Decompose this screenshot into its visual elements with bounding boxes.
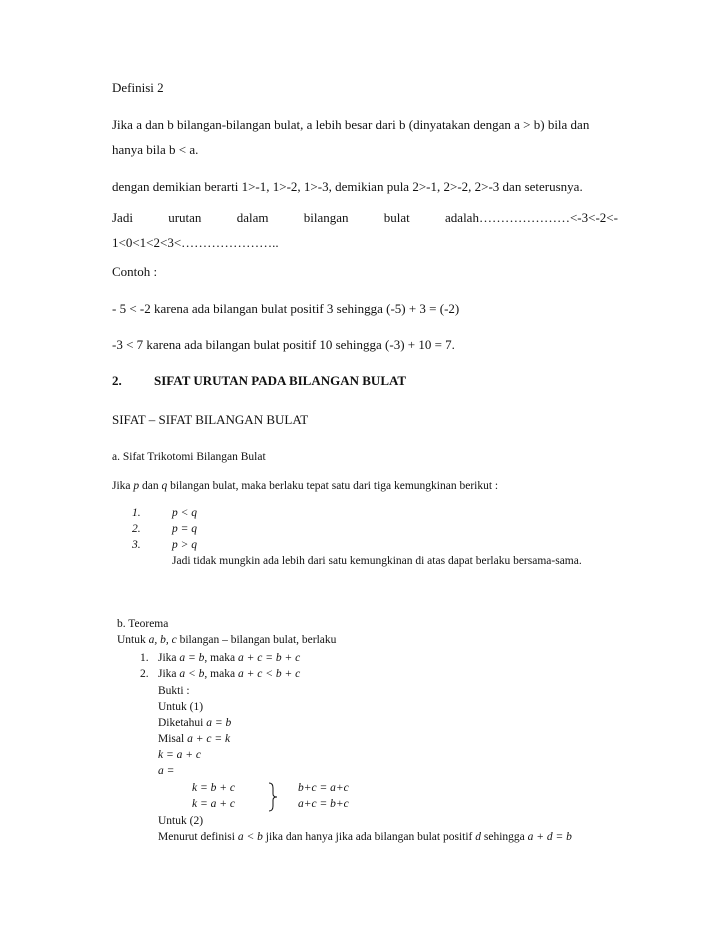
definition-title: Definisi 2 bbox=[112, 80, 164, 95]
example-1: - 5 < -2 karena ada bilangan bulat positif 3 sehingga (-5) + 3 = (-2) bbox=[112, 301, 460, 316]
proof-let bbox=[158, 733, 230, 745]
condition: a < b bbox=[237, 831, 263, 843]
proof-k-expr bbox=[158, 749, 201, 761]
order-word: bulat bbox=[383, 210, 410, 225]
text: jika dan hanya jika ada bilangan bulat positif bbox=[262, 831, 476, 843]
theorem-item-num: 2. bbox=[140, 668, 149, 680]
expression: a = b bbox=[206, 717, 232, 729]
definition-line-1: Jika a dan b bilangan-bilangan bulat, a lebih besar dari b (dinyatakan dengan a > b) bila dan bbox=[112, 117, 590, 132]
proof-title: Bukti : bbox=[158, 685, 190, 697]
var-q: q bbox=[161, 480, 168, 492]
proof-known bbox=[158, 717, 231, 729]
trichotomy-item-num bbox=[132, 539, 141, 551]
example-title: Contoh : bbox=[112, 264, 158, 279]
text: Jika bbox=[158, 668, 180, 680]
item-number: 1. bbox=[132, 507, 141, 519]
proof-left-eq-2 bbox=[192, 798, 235, 810]
theorem-item-1 bbox=[158, 652, 300, 664]
text: , maka bbox=[204, 668, 238, 680]
order-word: urutan bbox=[168, 210, 202, 225]
proof-left-eq-1 bbox=[192, 782, 235, 794]
result: a + c = b + c bbox=[237, 652, 301, 664]
order-word: bilangan bbox=[303, 210, 349, 225]
text: sehingga bbox=[481, 831, 528, 843]
var-d: d bbox=[475, 831, 481, 843]
trichotomy-item-expr bbox=[172, 539, 197, 551]
expression: k = a + c bbox=[192, 798, 235, 810]
item-expression: p = q bbox=[172, 523, 198, 535]
proof-case-2: Untuk (2) bbox=[158, 815, 204, 827]
example-2: -3 < 7 karena ada bilangan bulat positif 10 sehingga (-3) + 10 = 7. bbox=[112, 337, 455, 352]
expression: a + d = b bbox=[527, 831, 572, 843]
proof-right-eq-2 bbox=[298, 798, 349, 810]
intro-text: Jika bbox=[112, 480, 134, 492]
section-number: 2. bbox=[112, 373, 122, 388]
right-brace-icon bbox=[268, 782, 278, 812]
theorem-item-num: 1. bbox=[140, 652, 149, 664]
theorem-item-2 bbox=[158, 668, 300, 680]
section-title: SIFAT URUTAN PADA BILANGAN BULAT bbox=[154, 373, 407, 388]
intro-text: Untuk bbox=[117, 634, 149, 646]
consequence-text: dengan demikian berarti 1>-1, 1>-2, 1>-3, demikian pula 2>-1, 2>-2, 2>-3 dan seterusnya. bbox=[112, 179, 583, 194]
definition-line-2: hanya bila b < a. bbox=[112, 142, 199, 157]
item-number: 3. bbox=[132, 539, 141, 551]
order-word: adalah…………………<-3<-2<- bbox=[445, 210, 618, 225]
trichotomy-intro bbox=[112, 480, 498, 492]
var-p: p bbox=[133, 480, 140, 492]
trichotomy-item-expr bbox=[172, 507, 197, 519]
subsection-title: SIFAT – SIFAT BILANGAN BULAT bbox=[112, 412, 309, 427]
proof-a-expr bbox=[158, 765, 174, 777]
condition: a < b bbox=[179, 668, 205, 680]
expression: a = bbox=[158, 765, 175, 777]
theorem-intro bbox=[117, 634, 336, 646]
order-word: dalam bbox=[236, 210, 269, 225]
order-line-1 bbox=[112, 210, 618, 226]
proof-right-eq-1 bbox=[298, 782, 349, 794]
condition: a = b bbox=[179, 652, 205, 664]
theorem-heading: b. Teorema bbox=[117, 618, 169, 630]
intro-text: dan bbox=[139, 480, 162, 492]
expression: a+c = b+c bbox=[298, 798, 349, 810]
proof-case-1: Untuk (1) bbox=[158, 701, 204, 713]
intro-text: bilangan – bilangan bulat, berlaku bbox=[176, 634, 337, 646]
result: a + c < b + c bbox=[237, 668, 301, 680]
trichotomy-item-num bbox=[132, 507, 141, 519]
text: Jika bbox=[158, 652, 180, 664]
trichotomy-heading: a. Sifat Trikotomi Bilangan Bulat bbox=[112, 451, 266, 463]
text: Misal bbox=[158, 733, 188, 745]
trichotomy-conclusion: Jadi tidak mungkin ada lebih dari satu kemungkinan di atas dapat berlaku bersama-sama. bbox=[172, 555, 582, 567]
order-line-2: 1<0<1<2<3<………………….. bbox=[112, 235, 279, 250]
expression: k = b + c bbox=[192, 782, 235, 794]
proof-final bbox=[158, 831, 572, 843]
item-number: 2. bbox=[132, 523, 141, 535]
trichotomy-item-num bbox=[132, 523, 141, 535]
text: , maka bbox=[204, 652, 238, 664]
expression: k = a + c bbox=[158, 749, 201, 761]
intro-vars: a, b, c bbox=[148, 634, 177, 646]
text: Diketahui bbox=[158, 717, 207, 729]
text: Menurut definisi bbox=[158, 831, 238, 843]
item-expression: p < q bbox=[172, 507, 198, 519]
item-expression: p > q bbox=[172, 539, 198, 551]
expression: b+c = a+c bbox=[298, 782, 349, 794]
trichotomy-item-expr bbox=[172, 523, 197, 535]
intro-text: bilangan bulat, maka berlaku tepat satu dari tiga kemungkinan berikut : bbox=[167, 480, 499, 492]
order-word: Jadi bbox=[112, 210, 133, 225]
expression: a + c = k bbox=[187, 733, 231, 745]
